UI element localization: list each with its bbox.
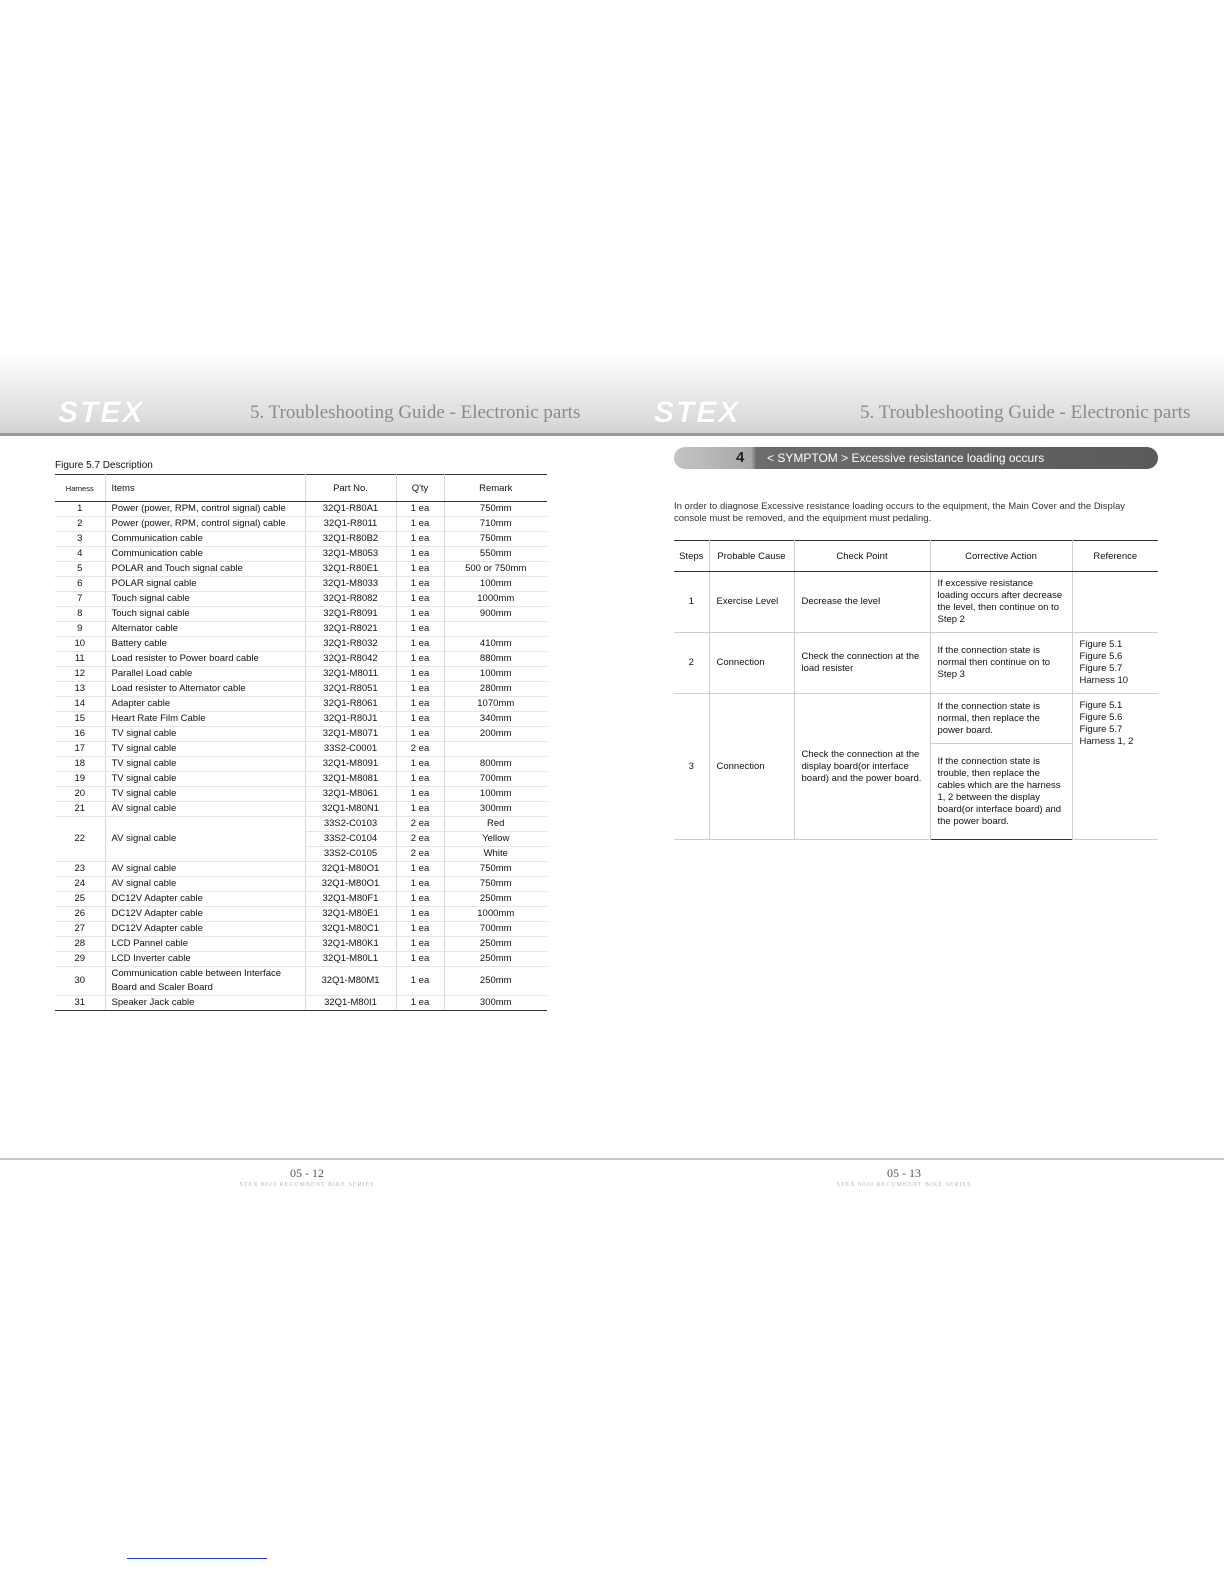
remark: 100mm bbox=[444, 577, 547, 592]
part-number: 32Q1-M80K1 bbox=[305, 937, 396, 952]
col-part-no: Part No. bbox=[305, 475, 396, 502]
table-row bbox=[55, 802, 547, 817]
harness-number: 30 bbox=[55, 967, 105, 996]
quantity: 1 ea bbox=[396, 937, 444, 952]
corrective-action: If the connection state is normal then continue on to Step 3 bbox=[930, 633, 1072, 694]
part-number: 32Q1-R8091 bbox=[305, 607, 396, 622]
part-number: 33S2-C0103 bbox=[305, 817, 396, 832]
remark: 880mm bbox=[444, 652, 547, 667]
right-header-title: 5. Troubleshooting Guide - Electronic parts bbox=[860, 402, 1191, 423]
item-name: Speaker Jack cable bbox=[105, 996, 305, 1011]
col-probable-cause: Probable Cause bbox=[709, 541, 794, 572]
table-row bbox=[55, 532, 547, 547]
part-number: 32Q1-M80L1 bbox=[305, 952, 396, 967]
reference: Figure 5.1 Figure 5.6 Figure 5.7 Harness 10 bbox=[1072, 633, 1158, 694]
remark: White bbox=[444, 847, 547, 862]
remark: 1000mm bbox=[444, 592, 547, 607]
table-row bbox=[55, 547, 547, 562]
part-number: 32Q1-R80B2 bbox=[305, 532, 396, 547]
part-number: 32Q1-M8071 bbox=[305, 727, 396, 742]
quantity: 1 ea bbox=[396, 967, 444, 996]
step-number: 1 bbox=[674, 572, 709, 633]
harness-number: 24 bbox=[55, 877, 105, 892]
quantity: 1 ea bbox=[396, 996, 444, 1011]
table-row bbox=[55, 817, 547, 832]
quantity: 1 ea bbox=[396, 697, 444, 712]
item-name: Alternator cable bbox=[105, 622, 305, 637]
part-number: 33S2-C0104 bbox=[305, 832, 396, 847]
item-name: LCD Pannel cable bbox=[105, 937, 305, 952]
remark bbox=[444, 742, 547, 757]
part-number: 32Q1-M8011 bbox=[305, 667, 396, 682]
stex-logo-left: STEX bbox=[58, 396, 145, 429]
quantity: 1 ea bbox=[396, 502, 444, 517]
reference: Figure 5.1 Figure 5.6 Figure 5.7 Harness 1, 2 bbox=[1072, 694, 1158, 840]
remark: 340mm bbox=[444, 712, 547, 727]
item-name: LCD Inverter cable bbox=[105, 952, 305, 967]
left-header-title: 5. Troubleshooting Guide - Electronic parts bbox=[250, 402, 581, 423]
quantity: 1 ea bbox=[396, 877, 444, 892]
part-number: 32Q1-M80F1 bbox=[305, 892, 396, 907]
remark: Yellow bbox=[444, 832, 547, 847]
table-row bbox=[55, 712, 547, 727]
item-name: Touch signal cable bbox=[105, 592, 305, 607]
harness-number: 25 bbox=[55, 892, 105, 907]
item-name: Touch signal cable bbox=[105, 607, 305, 622]
part-number: 32Q1-M8091 bbox=[305, 757, 396, 772]
harness-number: 31 bbox=[55, 996, 105, 1011]
remark: 250mm bbox=[444, 937, 547, 952]
symptom-title: < SYMPTOM > Excessive resistance loading occurs bbox=[767, 451, 1045, 465]
harness-number: 5 bbox=[55, 562, 105, 577]
table-row bbox=[55, 667, 547, 682]
harness-number: 12 bbox=[55, 667, 105, 682]
harness-number: 11 bbox=[55, 652, 105, 667]
remark: 100mm bbox=[444, 787, 547, 802]
part-number: 32Q1-R8051 bbox=[305, 682, 396, 697]
figure-caption: Figure 5.7 Description bbox=[55, 460, 153, 471]
quantity: 1 ea bbox=[396, 622, 444, 637]
col-harness: Harness bbox=[55, 475, 105, 502]
step-row-2 bbox=[674, 633, 1158, 694]
step-number: 3 bbox=[674, 694, 709, 840]
part-number: 32Q1-R8011 bbox=[305, 517, 396, 532]
quantity: 2 ea bbox=[396, 817, 444, 832]
harness-number: 27 bbox=[55, 922, 105, 937]
harness-number: 28 bbox=[55, 937, 105, 952]
item-name: POLAR signal cable bbox=[105, 577, 305, 592]
part-number: 32Q1-R80A1 bbox=[305, 502, 396, 517]
harness-number: 23 bbox=[55, 862, 105, 877]
item-name: Power (power, RPM, control signal) cable bbox=[105, 502, 305, 517]
part-number: 32Q1-M80M1 bbox=[305, 967, 396, 996]
row-22-group bbox=[55, 817, 547, 862]
col-steps: Steps bbox=[674, 541, 709, 572]
item-name: AV signal cable bbox=[105, 817, 305, 862]
remark: 750mm bbox=[444, 502, 547, 517]
item-name: TV signal cable bbox=[105, 742, 305, 757]
item-name: POLAR and Touch signal cable bbox=[105, 562, 305, 577]
header-divider bbox=[0, 433, 1224, 436]
step-row-1 bbox=[674, 572, 1158, 633]
right-series-label: STEX 8020 RECUMBENT BIKE SERIES bbox=[836, 1182, 972, 1188]
left-series-label: STEX 8020 RECUMBENT BIKE SERIES bbox=[239, 1182, 375, 1188]
item-name: DC12V Adapter cable bbox=[105, 892, 305, 907]
item-name: AV signal cable bbox=[105, 862, 305, 877]
table-row bbox=[55, 862, 547, 877]
item-name: Communication cable bbox=[105, 532, 305, 547]
part-number: 32Q1-R8032 bbox=[305, 637, 396, 652]
quantity: 1 ea bbox=[396, 637, 444, 652]
remark: 550mm bbox=[444, 547, 547, 562]
part-number: 32Q1-M8053 bbox=[305, 547, 396, 562]
quantity: 1 ea bbox=[396, 682, 444, 697]
harness-number: 9 bbox=[55, 622, 105, 637]
part-number: 32Q1-M80I1 bbox=[305, 996, 396, 1011]
quantity: 1 ea bbox=[396, 757, 444, 772]
item-name: AV signal cable bbox=[105, 877, 305, 892]
quantity: 1 ea bbox=[396, 577, 444, 592]
remark: 300mm bbox=[444, 996, 547, 1011]
item-name: TV signal cable bbox=[105, 727, 305, 742]
quantity: 2 ea bbox=[396, 847, 444, 862]
item-name: DC12V Adapter cable bbox=[105, 907, 305, 922]
item-name: Heart Rate Film Cable bbox=[105, 712, 305, 727]
link-underline bbox=[127, 1558, 267, 1559]
part-number: 32Q1-R80E1 bbox=[305, 562, 396, 577]
table-row bbox=[55, 502, 547, 517]
quantity: 1 ea bbox=[396, 547, 444, 562]
check-point: Check the connection at the load resister bbox=[794, 633, 930, 694]
table-row bbox=[55, 892, 547, 907]
quantity: 1 ea bbox=[396, 532, 444, 547]
remark: Red bbox=[444, 817, 547, 832]
harness-number: 3 bbox=[55, 532, 105, 547]
part-number: 32Q1-M80O1 bbox=[305, 862, 396, 877]
col-remark: Remark bbox=[444, 475, 547, 502]
item-name: Adapter cable bbox=[105, 697, 305, 712]
check-point: Check the connection at the display board(or interface board) and the power board. bbox=[794, 694, 930, 840]
table-row bbox=[55, 682, 547, 697]
col-qty: Q'ty bbox=[396, 475, 444, 502]
step-number: 2 bbox=[674, 633, 709, 694]
quantity: 1 ea bbox=[396, 727, 444, 742]
part-number: 32Q1-M8061 bbox=[305, 787, 396, 802]
harness-number: 4 bbox=[55, 547, 105, 562]
col-corrective-action: Corrective Action bbox=[930, 541, 1072, 572]
diagnosis-header-row bbox=[674, 541, 1158, 572]
part-number: 32Q1-M8033 bbox=[305, 577, 396, 592]
step-row-3a bbox=[674, 694, 1158, 744]
harness-number: 2 bbox=[55, 517, 105, 532]
intro-paragraph: In order to diagnose Excessive resistance loading occurs to the equipment, the Main Cover and the Display console must be removed, and the equipment must pedaling. bbox=[674, 501, 1125, 524]
quantity: 1 ea bbox=[396, 607, 444, 622]
quantity: 1 ea bbox=[396, 862, 444, 877]
part-number: 32Q1-R8042 bbox=[305, 652, 396, 667]
part-number: 32Q1-R8082 bbox=[305, 592, 396, 607]
col-reference: Reference bbox=[1072, 541, 1158, 572]
quantity: 1 ea bbox=[396, 907, 444, 922]
table-row bbox=[55, 907, 547, 922]
part-number: 32Q1-R8061 bbox=[305, 697, 396, 712]
part-number: 32Q1-M80N1 bbox=[305, 802, 396, 817]
table-row bbox=[55, 697, 547, 712]
remark: 900mm bbox=[444, 607, 547, 622]
remark: 250mm bbox=[444, 892, 547, 907]
table-row bbox=[55, 787, 547, 802]
harness-number: 29 bbox=[55, 952, 105, 967]
table-row bbox=[55, 622, 547, 637]
table-row bbox=[55, 952, 547, 967]
table-row bbox=[55, 772, 547, 787]
probable-cause: Exercise Level bbox=[709, 572, 794, 633]
corrective-action: If the connection state is trouble, then replace the cables which are the harness 1, 2 between the display board(or interface board) and the power board. bbox=[930, 744, 1072, 840]
remark: 800mm bbox=[444, 757, 547, 772]
quantity: 1 ea bbox=[396, 892, 444, 907]
harness-number: 17 bbox=[55, 742, 105, 757]
harness-number: 18 bbox=[55, 757, 105, 772]
quantity: 1 ea bbox=[396, 772, 444, 787]
table-row bbox=[55, 937, 547, 952]
remark: 700mm bbox=[444, 772, 547, 787]
check-point: Decrease the level bbox=[794, 572, 930, 633]
parts-table bbox=[55, 474, 547, 1011]
harness-number: 14 bbox=[55, 697, 105, 712]
probable-cause: Connection bbox=[709, 633, 794, 694]
harness-number: 22 bbox=[55, 817, 105, 862]
item-name: TV signal cable bbox=[105, 787, 305, 802]
remark: 250mm bbox=[444, 952, 547, 967]
remark: 1070mm bbox=[444, 697, 547, 712]
table-row bbox=[55, 727, 547, 742]
item-name: AV signal cable bbox=[105, 802, 305, 817]
table-row bbox=[55, 592, 547, 607]
quantity: 1 ea bbox=[396, 562, 444, 577]
harness-number: 10 bbox=[55, 637, 105, 652]
part-number: 33S2-C0001 bbox=[305, 742, 396, 757]
harness-number: 15 bbox=[55, 712, 105, 727]
item-name: Battery cable bbox=[105, 637, 305, 652]
remark: 410mm bbox=[444, 637, 547, 652]
item-name: Load resister to Alternator cable bbox=[105, 682, 305, 697]
item-name: TV signal cable bbox=[105, 772, 305, 787]
item-name: Communication cable between Interface Board and Scaler Board bbox=[105, 967, 305, 996]
table-row bbox=[55, 967, 547, 996]
remark: 710mm bbox=[444, 517, 547, 532]
probable-cause: Connection bbox=[709, 694, 794, 840]
corrective-action: If the connection state is normal, then replace the power board. bbox=[930, 694, 1072, 744]
part-number: 32Q1-M80C1 bbox=[305, 922, 396, 937]
harness-number: 6 bbox=[55, 577, 105, 592]
quantity: 1 ea bbox=[396, 922, 444, 937]
harness-number: 26 bbox=[55, 907, 105, 922]
harness-number: 7 bbox=[55, 592, 105, 607]
quantity: 1 ea bbox=[396, 952, 444, 967]
quantity: 1 ea bbox=[396, 712, 444, 727]
footer-divider bbox=[0, 1158, 1224, 1160]
quantity: 1 ea bbox=[396, 667, 444, 682]
part-number: 32Q1-M8081 bbox=[305, 772, 396, 787]
table-row bbox=[55, 562, 547, 577]
parts-header-row bbox=[55, 475, 547, 502]
diagnosis-table bbox=[674, 540, 1158, 840]
remark: 250mm bbox=[444, 967, 547, 996]
remark: 750mm bbox=[444, 532, 547, 547]
right-page-number: 05 - 13 bbox=[887, 1166, 921, 1180]
remark: 750mm bbox=[444, 877, 547, 892]
symptom-number: 4 bbox=[736, 449, 745, 466]
quantity: 2 ea bbox=[396, 832, 444, 847]
reference bbox=[1072, 572, 1158, 633]
harness-number: 16 bbox=[55, 727, 105, 742]
item-name: Communication cable bbox=[105, 547, 305, 562]
col-items: Items bbox=[105, 475, 305, 502]
item-name: Parallel Load cable bbox=[105, 667, 305, 682]
table-row bbox=[55, 652, 547, 667]
harness-number: 19 bbox=[55, 772, 105, 787]
harness-number: 21 bbox=[55, 802, 105, 817]
item-name: DC12V Adapter cable bbox=[105, 922, 305, 937]
quantity: 1 ea bbox=[396, 802, 444, 817]
harness-number: 8 bbox=[55, 607, 105, 622]
remark: 700mm bbox=[444, 922, 547, 937]
quantity: 1 ea bbox=[396, 517, 444, 532]
table-row bbox=[55, 757, 547, 772]
item-name: TV signal cable bbox=[105, 757, 305, 772]
left-page-number: 05 - 12 bbox=[290, 1166, 324, 1180]
remark: 300mm bbox=[444, 802, 547, 817]
col-check-point: Check Point bbox=[794, 541, 930, 572]
table-row bbox=[55, 742, 547, 757]
quantity: 2 ea bbox=[396, 742, 444, 757]
harness-number: 1 bbox=[55, 502, 105, 517]
remark: 750mm bbox=[444, 862, 547, 877]
part-number: 32Q1-M80O1 bbox=[305, 877, 396, 892]
part-number: 32Q1-R80J1 bbox=[305, 712, 396, 727]
table-row bbox=[55, 996, 547, 1011]
remark bbox=[444, 622, 547, 637]
table-row bbox=[55, 607, 547, 622]
quantity: 1 ea bbox=[396, 787, 444, 802]
remark: 200mm bbox=[444, 727, 547, 742]
part-number: 33S2-C0105 bbox=[305, 847, 396, 862]
remark: 1000mm bbox=[444, 907, 547, 922]
item-name: Power (power, RPM, control signal) cable bbox=[105, 517, 305, 532]
part-number: 32Q1-R8021 bbox=[305, 622, 396, 637]
stex-logo-right: STEX bbox=[654, 396, 741, 429]
table-row bbox=[55, 877, 547, 892]
quantity: 1 ea bbox=[396, 592, 444, 607]
table-row bbox=[55, 922, 547, 937]
remark: 100mm bbox=[444, 667, 547, 682]
quantity: 1 ea bbox=[396, 652, 444, 667]
item-name: Load resister to Power board cable bbox=[105, 652, 305, 667]
corrective-action: If excessive resistance loading occurs after decrease the level, then continue on to Step 2 bbox=[930, 572, 1072, 633]
remark: 280mm bbox=[444, 682, 547, 697]
part-number: 32Q1-M80E1 bbox=[305, 907, 396, 922]
harness-number: 20 bbox=[55, 787, 105, 802]
table-row bbox=[55, 517, 547, 532]
table-row bbox=[55, 637, 547, 652]
harness-number: 13 bbox=[55, 682, 105, 697]
table-row bbox=[55, 577, 547, 592]
remark: 500 or 750mm bbox=[444, 562, 547, 577]
